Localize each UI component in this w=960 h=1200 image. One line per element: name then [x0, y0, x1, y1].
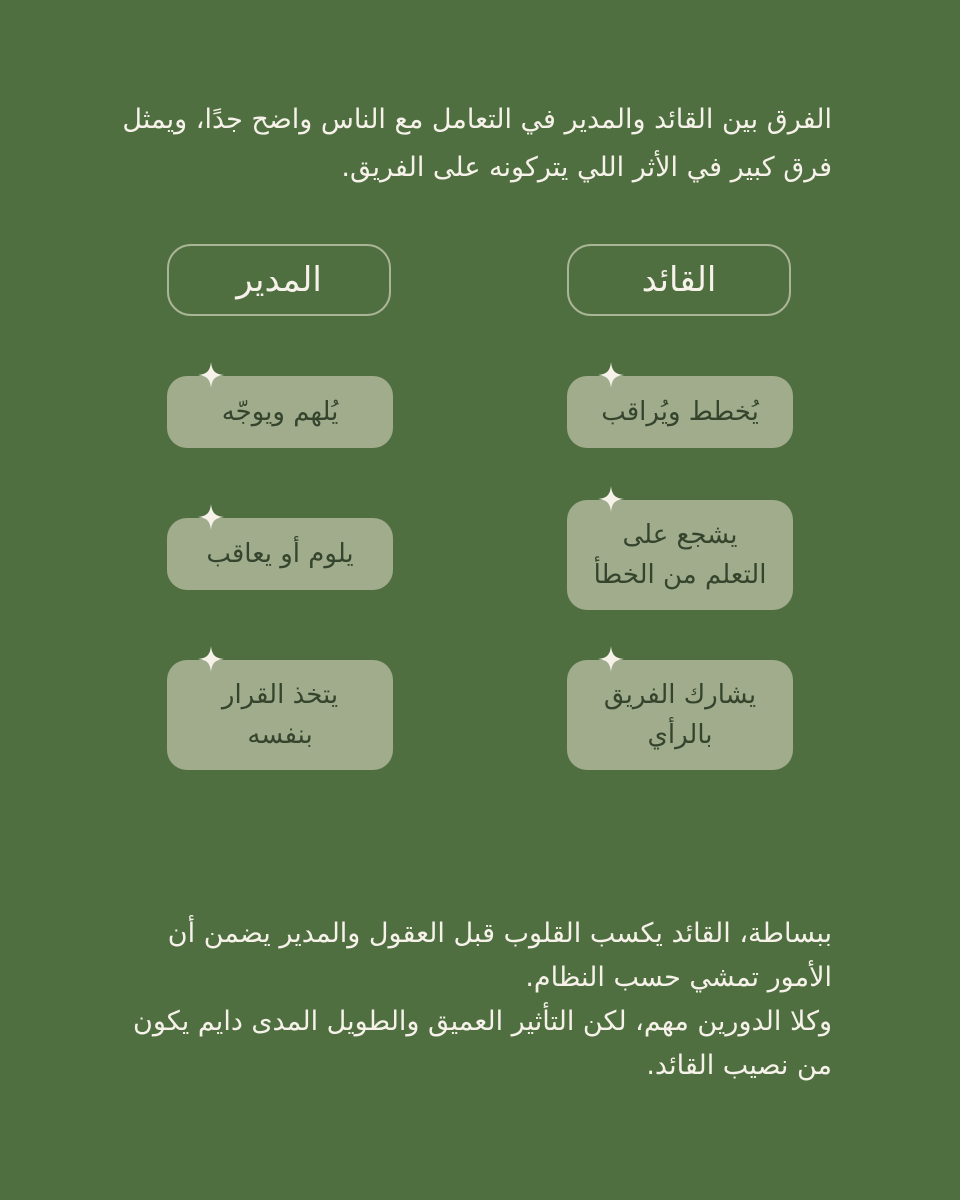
intro-text: الفرق بين القائد والمدير في التعامل مع الناس واضح جدًا، ويمثل فرق كبير في الأثر اللي يتركونه على الفريق.: [122, 104, 832, 183]
leader-column-header: القائد: [567, 244, 791, 316]
sparkle-icon: [598, 486, 624, 512]
sparkle-icon: [198, 504, 224, 530]
leader-card-3: [567, 660, 793, 770]
manager-card-3-text: يتخذ القرار بنفسه: [221, 680, 339, 750]
leader-card-2: [567, 500, 793, 610]
outro-paragraph-1: ببساطة، القائد يكسب القلوب قبل العقول والمدير يضمن أن الأمور تمشي حسب النظام.: [167, 918, 832, 993]
outro-paragraph-2: وكلا الدورين مهم، لكن التأثير العميق والطويل المدى دايم يكون من نصيب القائد.: [133, 1006, 832, 1081]
manager-column-header: المدير: [167, 244, 391, 316]
leader-card-2-text: يشجع على التعلم من الخطأ: [593, 520, 767, 590]
manager-card-1-text: يُلهم ويوجّه: [221, 397, 339, 427]
leader-card-1: [567, 376, 793, 448]
leader-card-1-text: يُخطط ويُراقب: [601, 397, 759, 427]
outro-text: [112, 912, 832, 1088]
sparkle-icon: [198, 362, 224, 388]
manager-card-3: [167, 660, 393, 770]
manager-card-2-text: يلوم أو يعاقب: [206, 539, 354, 569]
manager-card-2: [167, 518, 393, 590]
leader-card-3-text: يشارك الفريق بالرأي: [603, 680, 757, 750]
manager-card-1: [167, 376, 393, 448]
sparkle-icon: [598, 646, 624, 672]
sparkle-icon: [198, 646, 224, 672]
sparkle-icon: [598, 362, 624, 388]
